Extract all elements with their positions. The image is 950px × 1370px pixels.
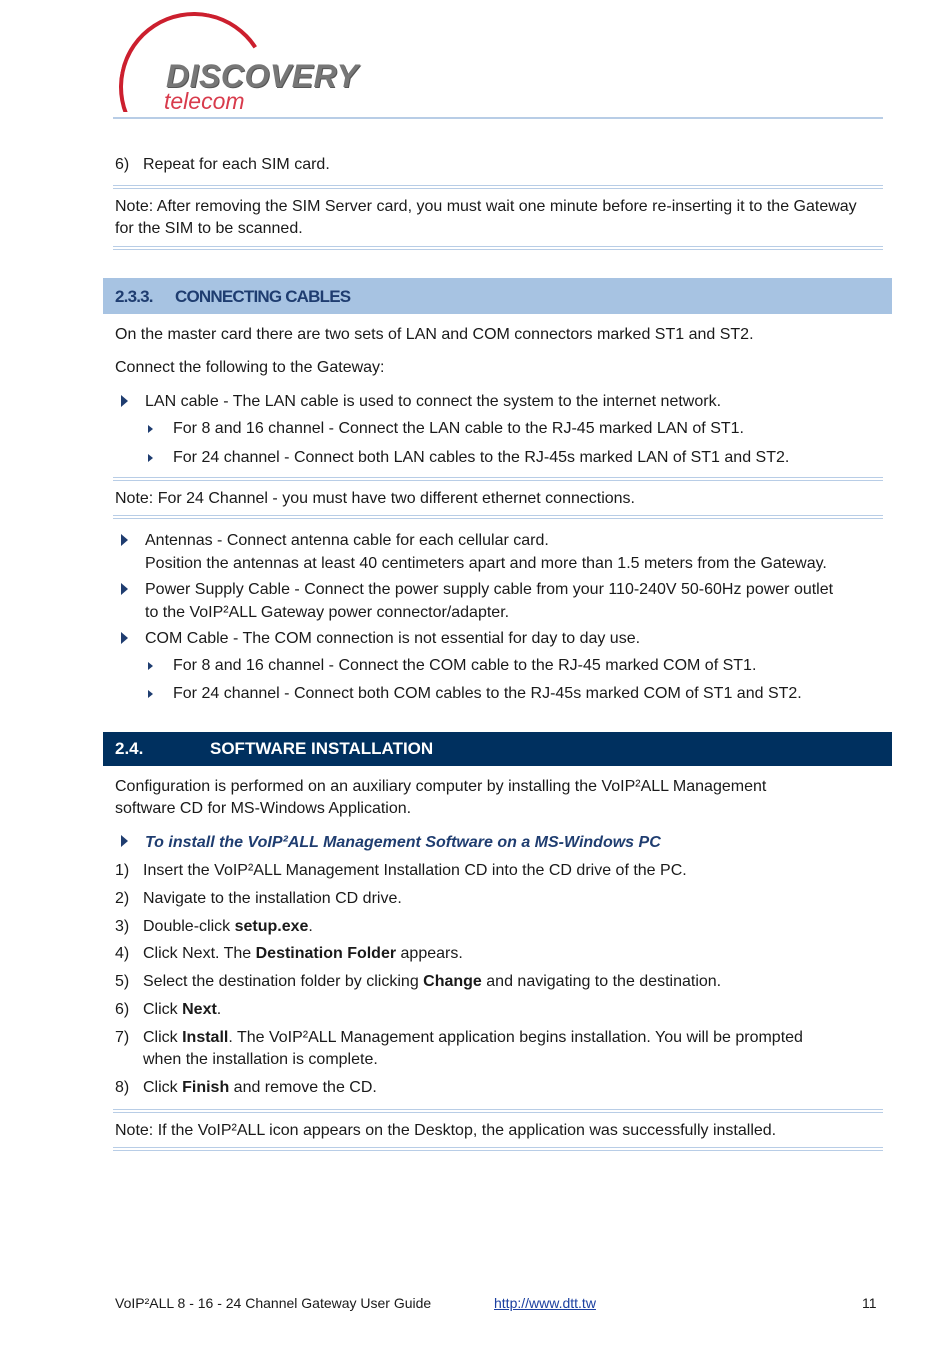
paragraph-configuration: Configuration is performed on an auxiliary computer by installing the VoIP²ALL Management bbox=[115, 778, 767, 795]
paragraph-configuration-line2: software CD for MS-Windows Application. bbox=[115, 800, 412, 817]
sub-bullet-arrow-icon bbox=[148, 425, 153, 433]
section-number: 2.4. bbox=[115, 739, 144, 758]
note-divider bbox=[113, 1147, 883, 1151]
bullet-lan-cable: LAN cable - The LAN cable is used to connect the system to the internet network. bbox=[145, 393, 722, 410]
bullet-arrow-icon bbox=[121, 632, 128, 644]
paragraph-connect: Connect the following to the Gateway: bbox=[115, 359, 385, 376]
page-number: 11 bbox=[862, 1295, 877, 1311]
step-number: 5) bbox=[115, 973, 130, 990]
procedure-title: To install the VoIP²ALL Management Software on a MS-Windows PC bbox=[145, 834, 661, 851]
note-sim-server: Note: After removing the SIM Server card, you must wait one minute before re-inserting it to the Gateway for the SIM to be scanned. bbox=[115, 198, 857, 237]
sub-bullet-lan-24: For 24 channel - Connect both LAN cables to the RJ-45s marked LAN of ST1 and ST2. bbox=[173, 449, 790, 466]
step-number: 6) bbox=[115, 1001, 130, 1018]
bullet-arrow-icon bbox=[121, 534, 128, 546]
step-bold-term: Finish bbox=[182, 1079, 230, 1096]
step-text: Select the destination folder by clicking Change and navigating to the destination. bbox=[143, 973, 722, 990]
step-text: Click Finish and remove the CD. bbox=[143, 1079, 377, 1096]
step-number: 4) bbox=[115, 945, 130, 962]
step-number: 2) bbox=[115, 890, 130, 907]
step-text: Insert the VoIP²ALL Management Installation CD into the CD drive of the PC. bbox=[143, 862, 687, 879]
section-title: SOFTWARE INSTALLATION bbox=[210, 739, 434, 758]
header-divider bbox=[113, 117, 883, 119]
step-number: 1) bbox=[115, 862, 130, 879]
sub-bullet-com-8-16: For 8 and 16 channel - Connect the COM cable to the RJ-45 marked COM of ST1. bbox=[173, 657, 757, 674]
step-text: Double-click setup.exe. bbox=[143, 918, 313, 935]
note-divider bbox=[113, 185, 883, 189]
logo-brand: DISCOVERY bbox=[166, 58, 359, 94]
bullet-arrow-icon bbox=[121, 395, 128, 407]
note-divider bbox=[113, 246, 883, 250]
logo-subtitle: telecom bbox=[164, 88, 245, 114]
note-divider bbox=[113, 477, 883, 481]
bullet-antennas-line2: Position the antennas at least 40 centimeters apart and more than 1.5 meters from the Gateway. bbox=[145, 555, 827, 572]
sub-bullet-arrow-icon bbox=[148, 662, 153, 670]
bullet-arrow-icon bbox=[121, 583, 128, 595]
section-title: CONNECTING CABLES bbox=[175, 287, 351, 306]
section-number: 2.3.3. bbox=[115, 287, 153, 306]
note-divider bbox=[113, 1109, 883, 1113]
footer-title: VoIP²ALL 8 - 16 - 24 Channel Gateway User Guide bbox=[115, 1295, 432, 1311]
step-bold-term: Install bbox=[182, 1029, 229, 1046]
sub-bullet-com-24: For 24 channel - Connect both COM cables to the RJ-45s marked COM of ST1 and ST2. bbox=[173, 685, 802, 702]
footer-link[interactable]: http://www.dtt.tw bbox=[494, 1295, 596, 1311]
step-number: 7) bbox=[115, 1029, 130, 1046]
step-text: Navigate to the installation CD drive. bbox=[143, 890, 402, 907]
step-bold-term: setup.exe bbox=[234, 918, 309, 935]
step-number: 6) bbox=[115, 156, 130, 173]
section-heading-connecting-cables bbox=[103, 278, 892, 314]
step-text-line2: when the installation is complete. bbox=[143, 1051, 378, 1068]
bullet-antennas: Antennas - Connect antenna cable for each cellular card. bbox=[145, 532, 549, 549]
step-bold-term: Change bbox=[423, 973, 482, 990]
sub-bullet-arrow-icon bbox=[148, 690, 153, 698]
paragraph-master-card: On the master card there are two sets of LAN and COM connectors marked ST1 and ST2. bbox=[115, 326, 754, 343]
sub-bullet-arrow-icon bbox=[148, 454, 153, 462]
step-text: Click Next. bbox=[143, 1001, 222, 1018]
step-bold-term: Destination Folder bbox=[255, 945, 397, 962]
note-divider bbox=[113, 515, 883, 519]
bullet-power-supply-line2: to the VoIP²ALL Gateway power connector/adapter. bbox=[145, 604, 510, 621]
note-install-success: Note: If the VoIP²ALL icon appears on the Desktop, the application was successfully installed. bbox=[115, 1122, 777, 1139]
procedure-arrow-icon bbox=[121, 835, 128, 847]
step-text: Repeat for each SIM card. bbox=[143, 156, 330, 173]
sub-bullet-lan-8-16: For 8 and 16 channel - Connect the LAN cable to the RJ-45 marked LAN of ST1. bbox=[173, 420, 744, 437]
step-bold-term: Next bbox=[182, 1001, 217, 1018]
step-text: Click Next. The Destination Folder appears. bbox=[143, 945, 463, 962]
step-text: Click Install. The VoIP²ALL Management application begins installation. You will be prompted bbox=[143, 1029, 803, 1046]
bullet-com-cable: COM Cable - The COM connection is not essential for day to day use. bbox=[145, 630, 641, 647]
step-number: 3) bbox=[115, 918, 130, 935]
step-number: 8) bbox=[115, 1079, 130, 1096]
section-heading-software-installation bbox=[103, 732, 892, 766]
note-24-channel: Note: For 24 Channel - you must have two different ethernet connections. bbox=[115, 490, 635, 507]
bullet-power-supply: Power Supply Cable - Connect the power supply cable from your 110-240V 50-60Hz power outlet bbox=[145, 581, 834, 598]
